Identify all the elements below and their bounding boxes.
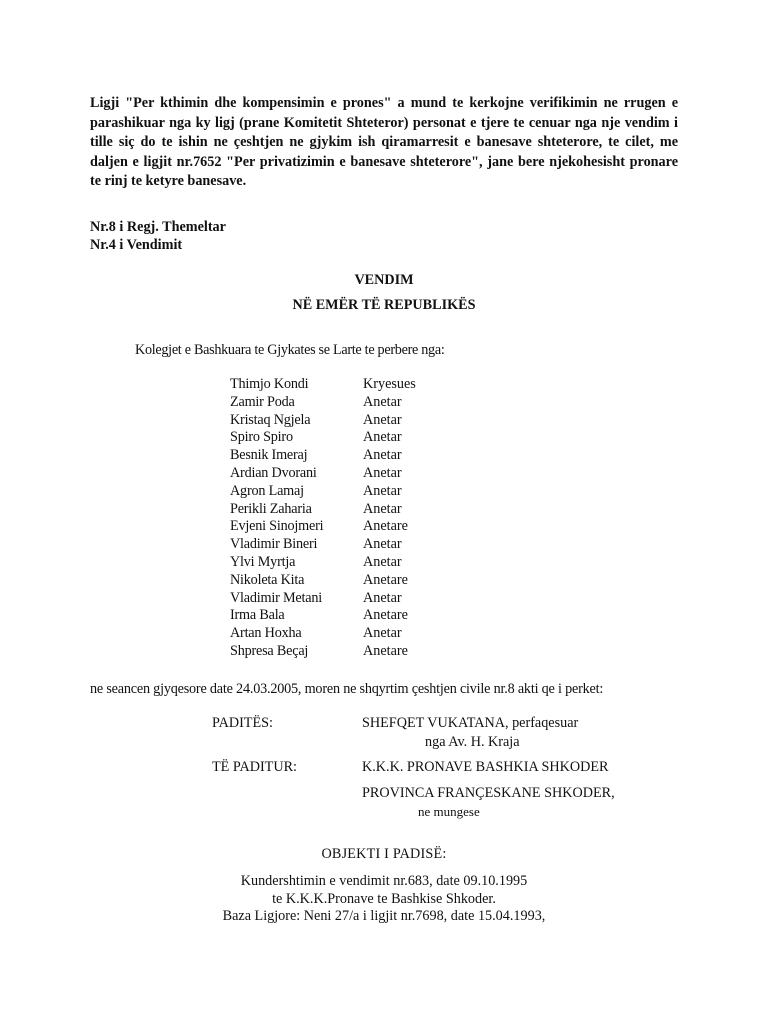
member-name: Agron Lamaj [230,482,304,499]
plaintiff-representative: nga Av. H. Kraja [425,734,520,750]
member-role: Anetar [363,589,402,606]
member-name: Evjeni Sinojmeri [230,518,324,535]
member-role: Anetar [363,553,402,570]
member-name: Besnik Imeraj [230,447,308,464]
decision-title: VENDIM [354,272,414,288]
member-name: Artan Hoxha [230,625,302,642]
plaintiff-label: PADITËS: [212,715,273,731]
member-role: Anetare [363,571,408,588]
member-name: Vladimir Metani [230,589,322,606]
member-role: Anetar [363,625,402,642]
intro-paragraph: Ligji "Per kthimin dhe kompensimin e prones" a mund te kerkojne verifikimin ne rrugen e parashikuar nga ky ligj (prane Komitetit Shteteror) personat e tjere te cenuar nga nje vendim i tille siç do te ishin ne çeshtjen ne gjykim ish qiramarresit e banesave shteterore, te cilet, me daljen e ligjit nr.7652 "Per privatizimin e banesave shteterore", jane bere njekohesisht pronare te rinj te ketyre banesave. [90,95,678,189]
defendant-absence-note: ne mungese [418,804,480,819]
member-name: Kristaq Ngjela [230,411,311,428]
member-name: Ardian Dvorani [230,464,317,481]
member-name: Thimjo Kondi [230,376,309,392]
member-role: Anetar [363,482,402,499]
member-role: Anetare [363,607,408,624]
member-role: Anetar [363,536,402,553]
member-name: Shpresa Beçaj [230,642,309,659]
member-role: Anetar [363,429,402,446]
member-role: Anetare [363,518,408,535]
member-role: Anetare [363,642,408,659]
member-role: Kryesues [363,376,416,392]
member-name: Zamir Poda [230,393,295,410]
registry-line-themeltar: Nr.8 i Regj. Themeltar [90,219,226,235]
republic-heading: NË EMËR TË REPUBLIKËS [292,297,476,313]
claim-object-line: Kundershtimin e vendimit nr.683, date 09.10.1995 [240,873,528,889]
defendant-name-2: PROVINCA FRANÇESKANE SHKODER, [362,785,615,801]
member-role: Anetar [363,464,402,481]
member-role: Anetar [363,393,402,410]
defendant-name-1: K.K.K. PRONAVE BASHKIA SHKODER [362,759,609,775]
session-statement: ne seancen gjyqesore date 24.03.2005, moren ne shqyrtim çeshtjen civile nr.8 akti qe i perket: [90,681,604,697]
member-name: Irma Bala [230,607,285,624]
court-composition-intro: Kolegjet e Bashkuara te Gjykates se Larte te perbere nga: [135,342,445,358]
registry-line-vendimit: Nr.4 i Vendimit [90,237,183,253]
member-name: Perikli Zaharia [230,500,312,517]
member-role: Anetar [363,411,402,428]
defendant-label: TË PADITUR: [212,759,297,775]
claim-object-line: Baza Ligjore: Neni 27/a i ligjit nr.7698, date 15.04.1993, [222,908,546,924]
member-name: Nikoleta Kita [230,571,305,588]
member-name: Vladimir Bineri [230,536,318,553]
member-name: Ylvi Myrtja [230,553,296,570]
claim-object-title: OBJEKTI I PADISË: [321,846,447,862]
member-role: Anetar [363,447,402,464]
member-name: Spiro Spiro [230,429,293,446]
claim-object-line: te K.K.K.Pronave te Bashkise Shkoder. [272,890,496,907]
plaintiff-name: SHEFQET VUKATANA, perfaqesuar [362,715,579,731]
member-role: Anetar [363,500,402,517]
claim-object-text [0,873,768,926]
registry-numbers [90,218,226,254]
